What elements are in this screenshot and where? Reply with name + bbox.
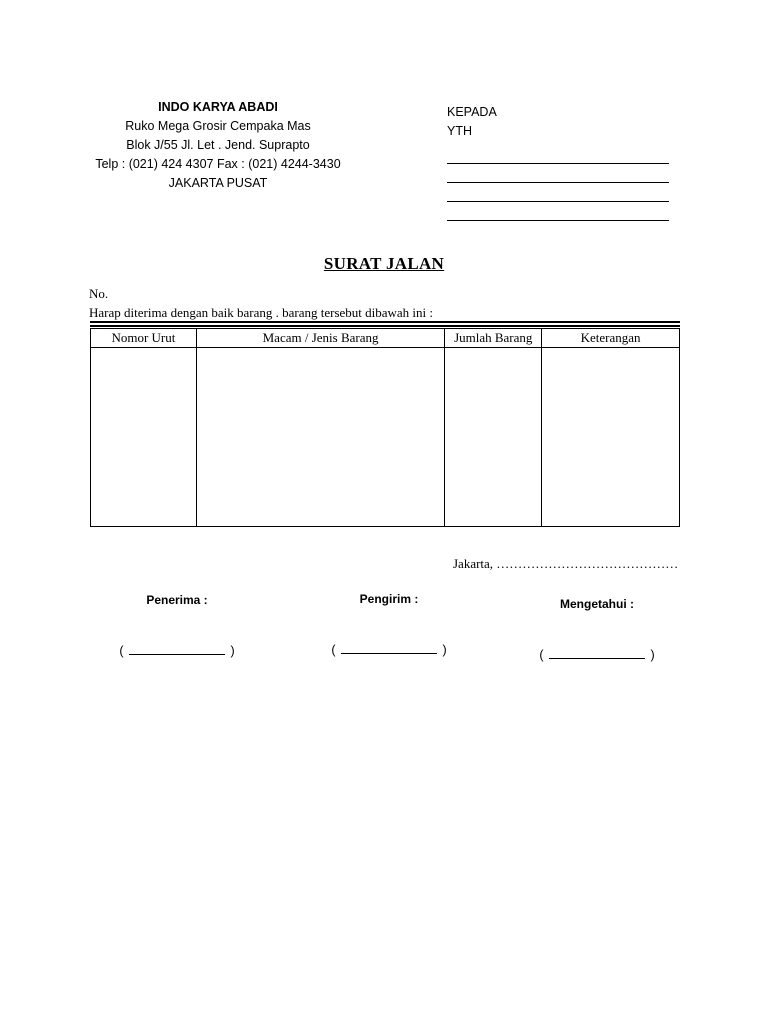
recipient-label-kepada: KEPADA <box>447 105 497 119</box>
column-header-nomor-urut: Nomor Urut <box>91 329 197 348</box>
company-address-line1: Ruko Mega Grosir Cempaka Mas <box>125 119 311 133</box>
document-intro-text: Harap diterima dengan baik barang . barang tersebut dibawah ini : <box>89 305 434 320</box>
company-address-line2: Blok J/55 Jl. Let . Jend. Suprapto <box>126 138 310 152</box>
recipient-address-line-1 <box>447 144 669 164</box>
items-table <box>90 328 680 527</box>
recipient-address-line-4 <box>447 202 669 221</box>
acknowledger-name-blank: ( ) <box>539 648 655 662</box>
place-date: Jakarta, …………………………………… <box>453 556 679 571</box>
signature-receiver <box>118 593 236 658</box>
company-phone-fax: Telp : (021) 424 4307 Fax : (021) 4244-3430 <box>95 157 341 171</box>
sender-name-blank: ( ) <box>331 643 447 657</box>
recipient-block <box>447 103 669 221</box>
signature-acknowledger <box>537 597 657 662</box>
company-city: JAKARTA PUSAT <box>168 176 268 190</box>
document-title: SURAT JALAN <box>323 254 445 273</box>
receiver-label: Penerima : <box>146 593 208 607</box>
recipient-label-yth: YTH <box>447 124 472 138</box>
table-row <box>91 348 680 527</box>
sender-label: Pengirim : <box>359 592 419 606</box>
cell-jumlah-barang <box>445 348 542 527</box>
cell-nomor-urut <box>91 348 197 527</box>
document-number-label: No. <box>89 286 109 301</box>
acknowledger-label: Mengetahui : <box>560 597 634 611</box>
company-header <box>80 98 356 193</box>
cell-jenis-barang <box>196 348 444 527</box>
signature-sender <box>329 592 449 657</box>
recipient-address-line-2 <box>447 164 669 183</box>
company-name: INDO KARYA ABADI <box>158 100 278 114</box>
column-header-jumlah-barang: Jumlah Barang <box>445 329 542 348</box>
cell-keterangan <box>542 348 680 527</box>
double-rule-divider <box>90 321 680 327</box>
table-header-row <box>91 329 680 348</box>
recipient-address-line-3 <box>447 183 669 202</box>
column-header-keterangan: Keterangan <box>542 329 680 348</box>
receiver-name-blank: ( ) <box>119 644 235 658</box>
column-header-jenis-barang: Macam / Jenis Barang <box>196 329 444 348</box>
